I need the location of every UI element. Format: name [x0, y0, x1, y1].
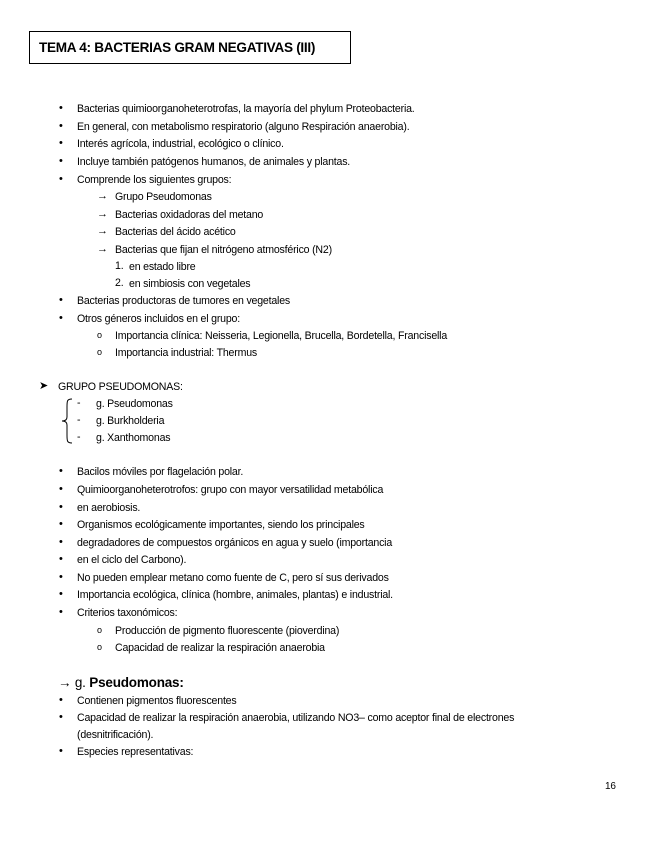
page-number: 16 [605, 781, 616, 792]
list-item: en estado libre [129, 261, 196, 273]
curly-brace-icon [60, 397, 74, 445]
list-item: Importancia ecológica, clínica (hombre, animales, plantas) e industrial. [77, 589, 393, 601]
page-title-text: TEMA 4: BACTERIAS GRAM NEGATIVAS (III) [39, 40, 316, 55]
dash-marker: - [77, 431, 81, 443]
list-item: Especies representativas: [77, 746, 194, 758]
dash-marker: - [77, 414, 81, 426]
bullet-icon: • [59, 120, 63, 132]
arrow-right-icon: → [97, 208, 108, 220]
list-item: Producción de pigmento fluorescente (pioverdina) [115, 625, 340, 637]
list-item: Bacterias que fijan el nitrógeno atmosférico (N2) [115, 244, 332, 256]
genus-name: Pseudomonas: [89, 675, 184, 690]
list-item: Quimioorganoheterotrofos: grupo con mayor versatilidad metabólica [77, 484, 384, 496]
page-title [29, 31, 351, 64]
list-item-continuation: (desnitrificación). [77, 729, 154, 741]
bullet-icon: • [59, 553, 63, 565]
circle-bullet-icon: o [97, 625, 102, 635]
list-item: Organismos ecológicamente importantes, siendo los principales [77, 519, 365, 531]
circle-bullet-icon: o [97, 347, 102, 357]
bullet-icon: • [59, 465, 63, 477]
list-item: Importancia industrial: Thermus [115, 347, 257, 359]
bullet-icon: • [59, 155, 63, 167]
list-item: en aerobiosis. [77, 502, 141, 514]
list-item: degradadores de compuestos orgánicos en agua y suelo (importancia [77, 537, 393, 549]
list-item: Capacidad de realizar la respiración anaerobia [115, 642, 325, 654]
list-item: Bacterias del ácido acético [115, 226, 236, 238]
list-item: g. Xanthomonas [96, 432, 171, 444]
bullet-icon: • [59, 588, 63, 600]
list-item: Bacilos móviles por flagelación polar. [77, 466, 244, 478]
bullet-icon: • [59, 745, 63, 757]
list-item: Criterios taxonómicos: [77, 607, 178, 619]
bullet-icon: • [59, 606, 63, 618]
list-item: Contienen pigmentos fluorescentes [77, 695, 237, 707]
bullet-icon: • [59, 102, 63, 114]
list-item: g. Pseudomonas [96, 398, 173, 410]
arrow-right-icon: → [58, 675, 72, 690]
dash-marker: - [77, 397, 81, 409]
bullet-icon: • [59, 483, 63, 495]
list-item: Capacidad de realizar la respiración anaerobia, utilizando NO3– como aceptor final de electrones [77, 712, 515, 724]
bullet-icon: • [59, 518, 63, 530]
list-item: En general, con metabolismo respiratorio (alguno Respiración anaerobia). [77, 121, 410, 133]
list-item: Bacterias productoras de tumores en vegetales [77, 295, 291, 307]
bullet-icon: • [59, 536, 63, 548]
arrow-right-icon: → [97, 225, 108, 237]
list-number: 1. [115, 260, 124, 272]
circle-bullet-icon: o [97, 330, 102, 340]
list-item: Interés agrícola, industrial, ecológico o clínico. [77, 138, 284, 150]
genus-prefix: g. [74, 675, 86, 690]
list-item: g. Burkholderia [96, 415, 165, 427]
list-item: en simbiosis con vegetales [129, 278, 251, 290]
list-item: Bacterias quimioorganoheterotrofas, la mayoría del phylum Proteobacteria. [77, 103, 415, 115]
bullet-icon: • [59, 694, 63, 706]
list-item: Bacterias oxidadoras del metano [115, 209, 264, 221]
list-item: Importancia clínica: Neisseria, Legionella, Brucella, Bordetella, Francisella [115, 330, 448, 342]
arrowhead-bullet-icon: ➤ [39, 380, 49, 392]
list-item: Incluye también patógenos humanos, de animales y plantas. [77, 156, 351, 168]
list-number: 2. [115, 277, 124, 289]
list-item: Comprende los siguientes grupos: [77, 174, 232, 186]
bullet-icon: • [59, 173, 63, 185]
arrow-right-icon: → [97, 243, 108, 255]
circle-bullet-icon: o [97, 642, 102, 652]
bullet-icon: • [59, 137, 63, 149]
list-item: No pueden emplear metano como fuente de C, pero sí sus derivados [77, 572, 389, 584]
section-heading: GRUPO PSEUDOMONAS: [58, 381, 183, 393]
arrow-right-icon: → [97, 190, 108, 202]
bullet-icon: • [59, 501, 63, 513]
bullet-icon: • [59, 312, 63, 324]
list-item: Grupo Pseudomonas [115, 191, 212, 203]
bullet-icon: • [59, 294, 63, 306]
bullet-icon: • [59, 571, 63, 583]
list-item: Otros géneros incluidos en el grupo: [77, 313, 240, 325]
bullet-icon: • [59, 711, 63, 723]
list-item: en el ciclo del Carbono). [77, 554, 187, 566]
